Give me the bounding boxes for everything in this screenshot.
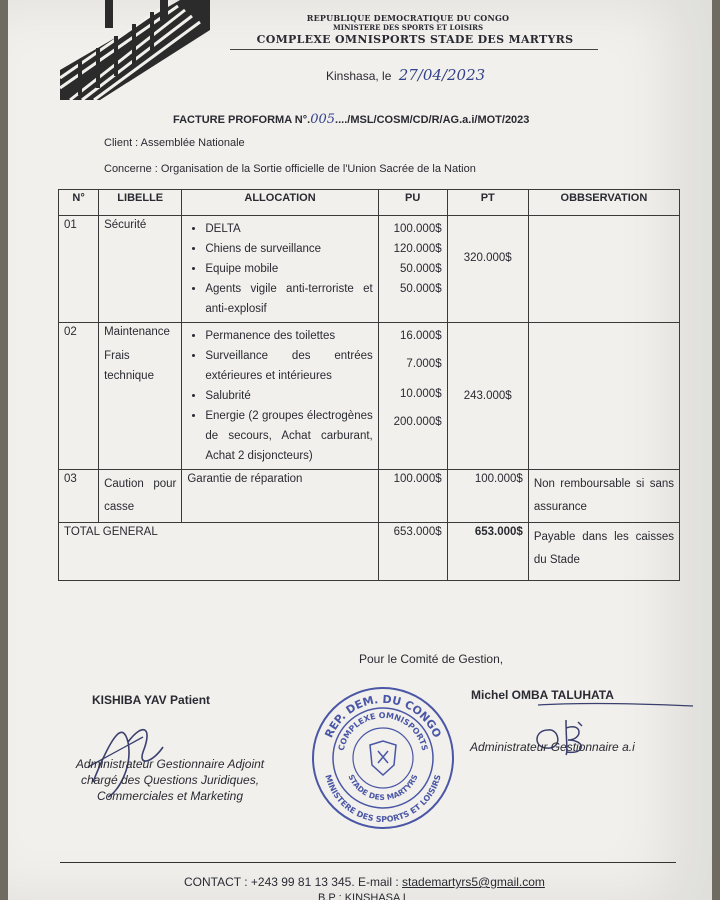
footer-email-link[interactable]: stademartyrs5@gmail.com: [402, 875, 545, 889]
allocation-item: • Chiens de surveillance: [205, 239, 372, 259]
total-observation: Payable dans les caisses du Stade: [528, 523, 679, 581]
col-libelle: LIBELLE: [99, 190, 182, 216]
col-pu: PU: [378, 190, 447, 216]
row-allocation: [182, 323, 378, 470]
stamp-outer-bottom: MINISTERE DES SPORTS ET LOISIRS: [323, 773, 443, 825]
total-pt: 653.000$: [447, 523, 528, 581]
allocation-item: • Surveillance des entrées extérieures et intérieures: [205, 346, 372, 386]
pu-value: 7.000$: [406, 358, 442, 370]
invoice-number: 005: [310, 112, 336, 127]
signatory-right-title: Administrateur Gestionnaire a.i: [470, 740, 635, 754]
col-pt: PT: [447, 190, 528, 216]
row-no: 01: [59, 216, 99, 323]
row-pu: [378, 323, 447, 470]
row-pt: 320.000$: [447, 216, 528, 323]
row-libelle-text: Sécurité: [104, 219, 147, 231]
table-row: [59, 470, 680, 523]
allocation-item: • Permanence des toilettes: [205, 326, 372, 346]
footer-divider: [60, 862, 676, 863]
place-date: [326, 66, 485, 84]
total-pu: 653.000$: [378, 523, 447, 581]
signatory-left-title-line: chargé des Questions Juridiques,: [80, 773, 260, 787]
signatory-left-title-line: Commerciales et Marketing: [96, 789, 244, 803]
stamp-inner-bottom: STADE DES MARTYRS: [346, 773, 420, 803]
invoice-table: [58, 189, 680, 581]
row-no: 02: [59, 323, 99, 470]
place-label: Kinshasa, le: [326, 69, 392, 83]
row-libelle-sub: Frais technique: [104, 350, 154, 382]
table-total-row: [59, 523, 680, 581]
stamp-outer-text: REP. DEM. DU CONGO: [322, 692, 444, 740]
table-row: [59, 323, 680, 470]
stamp-inner-top: COMPLEXE OMNISPORTS: [336, 710, 430, 752]
table-row: [59, 216, 680, 323]
footer-bp: B.P : KINSHASA I: [318, 892, 406, 900]
pu-value: 100.000$: [393, 223, 442, 235]
row-allocation: Garantie de réparation: [182, 470, 378, 523]
invoice-label: FACTURE PROFORMA N°.: [173, 114, 311, 126]
allocation-item: • Energie (2 groupes électrogènes de secours, Achat carburant, Achat 2 disjoncteurs): [205, 406, 372, 466]
header-republic: REPUBLIQUE DEMOCRATIQUE DU CONGO: [306, 13, 510, 23]
allocation-item: • Equipe mobile: [205, 259, 372, 279]
pu-value: 50.000$: [400, 283, 442, 295]
footer-contact-label: CONTACT : +243 99 81 13 345. E-mail :: [184, 875, 399, 889]
total-label: TOTAL GENERAL: [59, 523, 379, 581]
invoice-document: [8, 0, 712, 900]
header-complex: COMPLEXE OMNISPORTS STADE DES MARTYRS: [256, 33, 574, 46]
signatory-right-name: Michel OMBA TALUHATA: [471, 688, 614, 702]
row-observation: [528, 216, 679, 323]
concerne-line: Concerne : Organisation de la Sortie officielle de l'Union Sacrée de la Nation: [104, 163, 476, 175]
row-libelle: [99, 323, 182, 470]
row-libelle-text: Maintenance: [104, 326, 170, 338]
pu-value: 200.000$: [393, 416, 442, 428]
row-libelle: [99, 216, 182, 323]
pu-value: 10.000$: [400, 388, 442, 400]
row-observation: [528, 323, 679, 470]
row-no: 03: [59, 470, 99, 523]
row-libelle: Caution pour casse: [99, 470, 182, 523]
row-pu: [378, 216, 447, 323]
col-no: N°: [59, 190, 99, 216]
pu-value: 120.000$: [393, 243, 442, 255]
invoice-suffix: ..../MSL/COSM/CD/R/AG.a.i/MOT/2023: [335, 114, 530, 126]
allocation-item: • Agents vigile anti-terroriste et anti-explosif: [205, 279, 372, 319]
comite-line: Pour le Comité de Gestion,: [359, 652, 504, 666]
signatory-left-name: KISHIBA YAV Patient: [92, 693, 211, 707]
header-underline: [230, 49, 598, 50]
stadium-logo-icon: [60, 0, 210, 105]
row-pt: 100.000$: [447, 470, 528, 523]
pu-value: 50.000$: [400, 263, 442, 275]
footer-contact: [184, 875, 545, 889]
row-observation: Non remboursable si sans assurance: [528, 470, 679, 523]
pu-value: 16.000$: [400, 330, 442, 342]
handwritten-date: 27/04/2023: [398, 66, 486, 84]
allocation-item: • DELTA: [205, 219, 372, 239]
row-allocation: [182, 216, 378, 323]
table-header-row: [59, 190, 680, 216]
header-ministry: MINISTERE DES SPORTS ET LOISIRS: [332, 23, 484, 32]
client-line: Client : Assemblée Nationale: [104, 137, 245, 149]
allocation-item: • Salubrité: [205, 386, 372, 406]
official-stamp-icon: [308, 683, 458, 833]
col-observation: OBBSERVATION: [528, 190, 679, 216]
signatory-left-title-line: Administrateur Gestionnaire Adjoint: [75, 757, 265, 771]
row-pt: 243.000$: [447, 323, 528, 470]
col-allocation: ALLOCATION: [182, 190, 378, 216]
invoice-title: [173, 112, 529, 127]
row-pu: 100.000$: [378, 470, 447, 523]
signatory-left-title: [55, 756, 285, 804]
